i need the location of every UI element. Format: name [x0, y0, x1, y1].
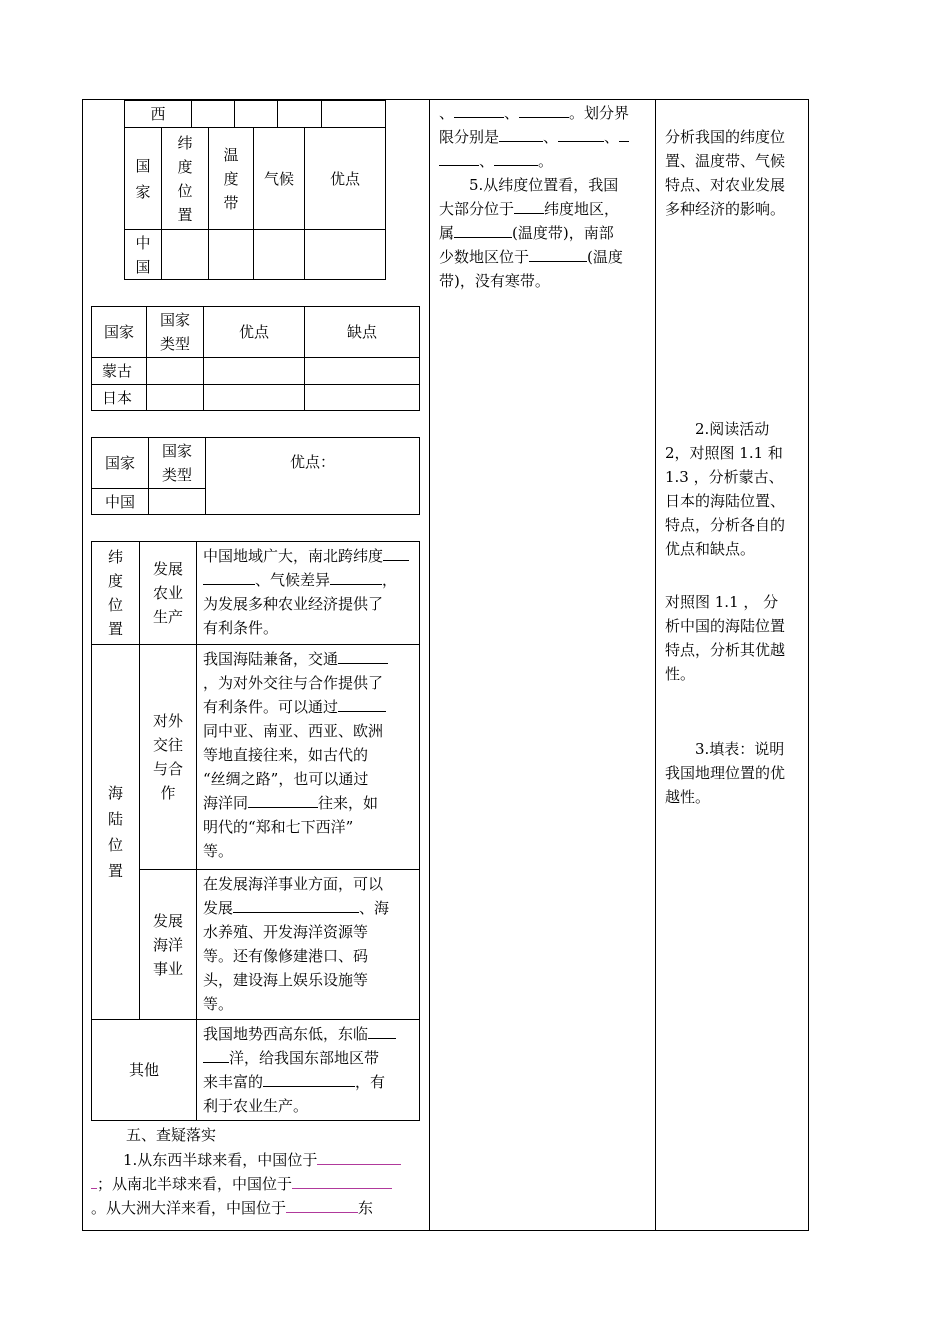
table-location-advantages — [91, 541, 420, 1121]
cell-latitude-position: 纬度位置 — [92, 542, 140, 645]
cell-china: 中国 — [125, 230, 162, 280]
header-country: 国家 — [92, 307, 147, 358]
cell-west: 西 — [125, 101, 192, 128]
header-latitude: 纬度位置 — [162, 128, 209, 230]
cell-ocean: 发展海洋事业 — [140, 870, 197, 1020]
header-country-type: 国家类型 — [147, 307, 204, 358]
question-1: 1.从东西半球来看，中国位于 ；从南北半球来看，中国位于 。从大洲大洋来看，中国位于 东 — [91, 1148, 426, 1220]
right-paragraph-2: 2.阅读活动 2，对照图 1.1 和 1.3 ，分析蒙古、 日本的海陆位置、 特点，分析各自的 优点和缺点。 — [665, 420, 786, 558]
header-country-type: 国家类型 — [149, 438, 206, 489]
middle-column-text: 、 、 。划分界 限分别是 、 、 、 。 5.从纬度位置看，我国 大部分位于 纬度地区， 属 (温度带)，南部 少数地区位于 (温度 带)，没有寒带。 — [439, 104, 630, 290]
cell-agriculture-text: 中国地域广大，南北跨纬度 、气候差异 ， 为发展多种农业经济提供了 有利条件。 — [197, 542, 420, 645]
header-advantage: 优点 — [204, 307, 305, 358]
table-latitude-china-main — [124, 127, 386, 280]
header-country: 国家 — [125, 128, 162, 230]
table-mongolia-japan — [91, 306, 420, 411]
right-paragraph-1: 分析我国的纬度位 置、温度带、气候 特点、对农业发展 多种经济的影响。 — [665, 128, 786, 218]
table-latitude-china — [124, 100, 386, 128]
cell-china: 中国 — [92, 489, 149, 515]
header-disadvantage: 缺点 — [305, 307, 420, 358]
header-temperature-zone: 温度带 — [209, 128, 254, 230]
cell-japan: 日本 — [92, 385, 147, 411]
section-5-title: 五、查疑落实 — [126, 1126, 217, 1144]
table-china-advantage — [91, 437, 420, 515]
cell-mongolia: 蒙古 — [92, 358, 147, 385]
cell-exchange-text: 我国海陆兼备，交通 ，为对外交往与合作提供了 有利条件。可以通过 同中亚、南亚、西亚、欧洲 等地直接往来，如古代的 “丝绸之路”，也可以通过 海洋同 往来，如 明代的“郑和七下西洋” 等。 — [197, 645, 420, 870]
cell-agriculture: 发展农业生产 — [140, 542, 197, 645]
header-advantage: 优点： — [206, 438, 420, 515]
cell-other-text: 我国地势西高东低，东临 洋，给我国东部地区带 来丰富的 ，有 利于农业生产。 — [197, 1020, 420, 1121]
right-paragraph-4: 3.填表：说明 我国地理位置的优 越性。 — [665, 740, 786, 806]
right-paragraph-3: 对照图 1.1 ， 分 析中国的海陆位置 特点，分析其优越 性。 — [665, 593, 786, 683]
cell-ocean-text: 在发展海洋事业方面，可以 发展 、海 水养殖、开发海洋资源等 等。还有像修建港口、码 头，建设海上娱乐设施等 等。 — [197, 870, 420, 1020]
header-climate: 气候 — [254, 128, 305, 230]
cell-land-sea-position: 海陆位置 — [92, 645, 140, 1020]
header-country: 国家 — [92, 438, 149, 489]
cell-other: 其他 — [92, 1020, 197, 1121]
header-advantage: 优点 — [305, 128, 386, 230]
cell-exchange: 对外交往与合作 — [140, 645, 197, 870]
